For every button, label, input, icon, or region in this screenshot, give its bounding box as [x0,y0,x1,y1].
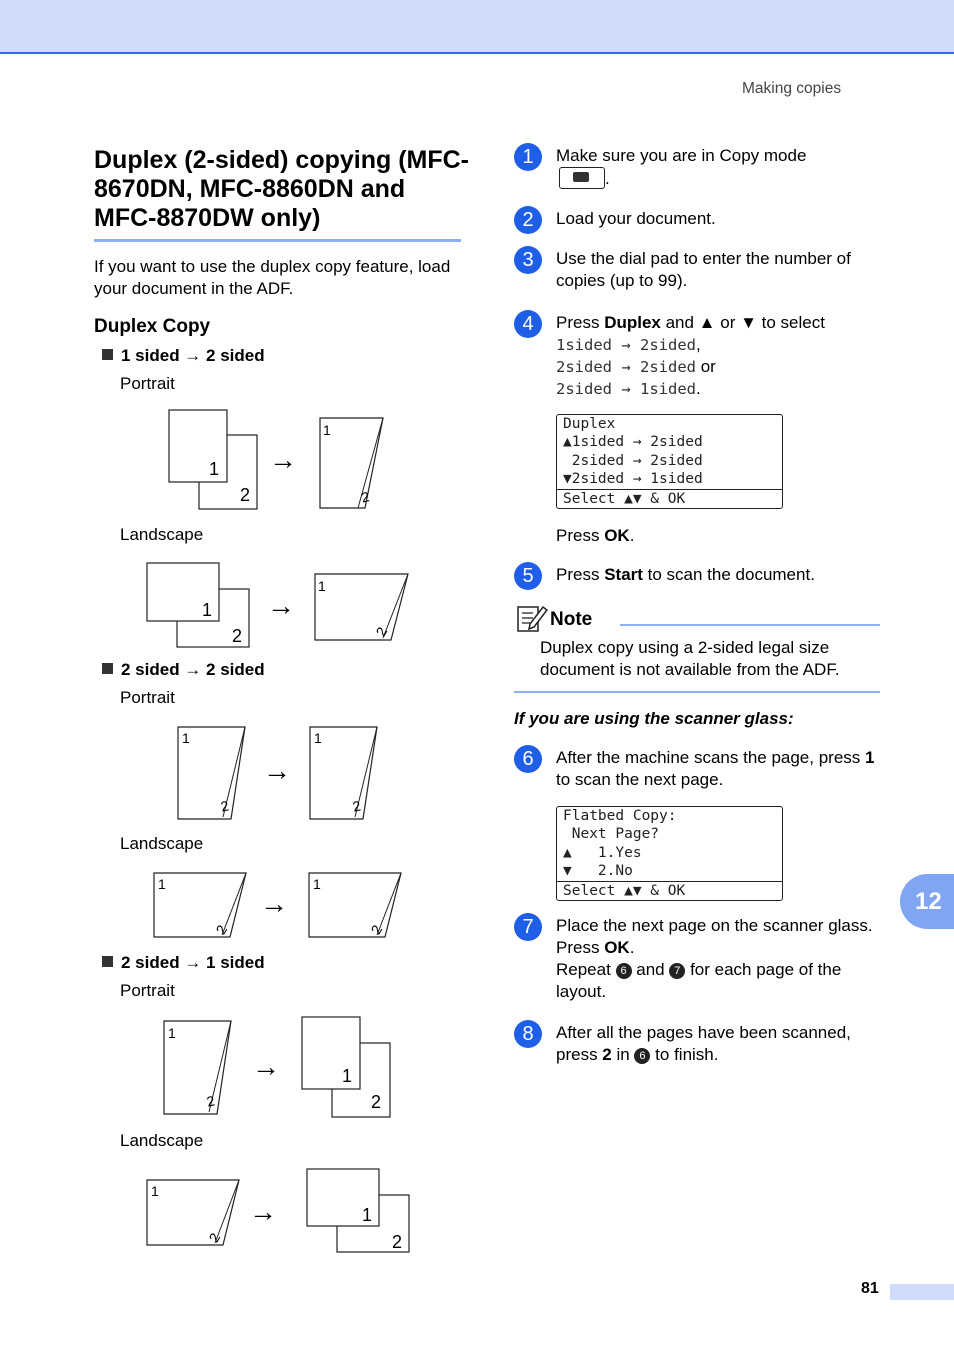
step-number: 3 [514,246,542,274]
svg-text:2: 2 [351,797,363,815]
arrow-icon: → [260,888,288,919]
diagram-2to1-portrait [160,1014,396,1120]
step-number: 4 [514,310,542,338]
portrait-label: Portrait [120,981,175,1000]
page-number-bar [890,1284,954,1300]
note-text: Duplex copy using a 2-sided legal size document is not available from the ADF. [540,638,840,679]
svg-text:2: 2 [232,626,243,646]
note-pencil-icon [516,602,548,634]
svg-text:1: 1 [182,730,190,746]
svg-text:1: 1 [314,730,322,746]
page-number-2: 2 [240,485,251,505]
page-title: Duplex (2-sided) copying (MFC-8670DN, MFC-8860DN and MFC-8870DW only) [94,146,469,232]
page-number-1: 1 [209,459,220,479]
step-ref-icon: 6 [616,963,632,979]
diagram-1to2-landscape [143,560,413,655]
bullet-square-icon [102,663,113,674]
title-underline [94,239,461,242]
mode-2-1: 2 sided → 1 sided [102,953,265,973]
step-number: 5 [514,562,542,590]
step-ref-icon: 6 [634,1048,650,1064]
portrait-label: Portrait [120,688,175,707]
svg-text:2: 2 [371,1092,382,1112]
step-ref-icon: 7 [669,963,685,979]
mode-1-2: 1 sided → 2 sided [102,346,265,366]
option-3: 2sided → 1sided [556,380,696,398]
step-number: 6 [514,745,542,773]
svg-text:2: 2 [372,624,391,639]
arrow-icon: → [269,444,297,475]
intro-text: If you want to use the duplex copy feature, load your document in the ADF. [94,257,451,298]
lcd-flatbed: Flatbed Copy: Next Page? ▲ 1.Yes ▼ 2.No Select ▲▼ & OK [556,806,783,901]
svg-text:2: 2 [212,922,231,937]
diagram-2to2-landscape [150,868,410,942]
svg-text:1: 1 [362,1205,373,1225]
svg-text:1: 1 [318,578,326,594]
top-band [0,0,954,54]
svg-text:1: 1 [202,600,213,620]
arrow-icon: → [267,590,295,621]
step-number: 7 [514,913,542,941]
mode-2-2: 2 sided → 2 sided [102,660,265,680]
svg-text:1: 1 [168,1025,176,1041]
press-ok: Press OK. [556,526,635,545]
diagram-2to1-landscape [143,1165,417,1257]
page-number: 81 [861,1280,879,1297]
chapter-tab: 12 [900,874,954,929]
landscape-label: Landscape [120,1131,204,1150]
running-header: Making copies [742,80,842,97]
landscape-label: Landscape [120,834,204,853]
svg-text:2: 2 [367,922,386,937]
note-bottom-rule [514,691,880,693]
svg-text:2: 2 [219,797,231,815]
option-2: 2sided → 2sided [556,358,696,376]
option-1: 1sided → 2sided [556,336,696,354]
copy-mode-key-icon [559,167,605,189]
step-number: 2 [514,206,542,234]
arrow-icon: → [263,755,291,786]
svg-text:2: 2 [392,1232,403,1252]
svg-text:1: 1 [158,876,166,892]
svg-text:1: 1 [342,1066,353,1086]
diagram-2to2-portrait [175,722,385,822]
bullet-square-icon [102,956,113,967]
svg-text:2: 2 [205,1230,224,1245]
scanner-glass-heading: If you are using the scanner glass: [514,709,794,728]
arrow-icon: → [249,1196,277,1227]
svg-text:1: 1 [313,876,321,892]
step-number: 1 [514,143,542,171]
note-top-rule [620,624,880,626]
svg-text:2: 2 [359,488,371,506]
svg-text:1: 1 [151,1183,159,1199]
portrait-label: Portrait [120,374,175,393]
svg-text:1: 1 [323,422,331,438]
section-heading: Duplex Copy [94,316,211,337]
note-title: Note [550,609,593,630]
lcd-duplex: Duplex ▲1sided → 2sided 2sided → 2sided ▼2sided → 1sided Select ▲▼ & OK [556,414,783,509]
arrow-icon: → [252,1051,280,1082]
step-number: 8 [514,1020,542,1048]
landscape-label: Landscape [120,525,204,544]
svg-text:2: 2 [205,1092,217,1110]
bullet-square-icon [102,349,113,360]
diagram-1to2-portrait [165,405,395,515]
